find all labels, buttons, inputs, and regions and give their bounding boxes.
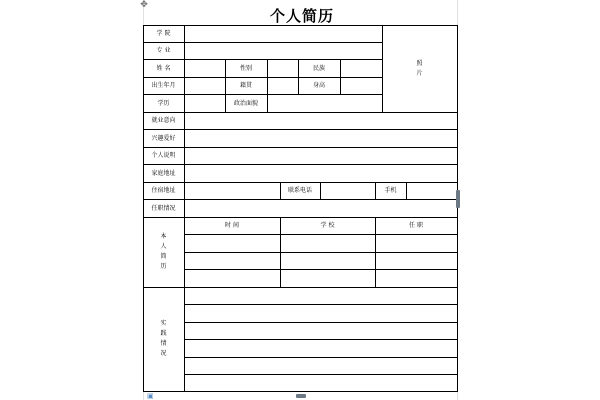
label-contact-phone: 联系电话: [287, 187, 312, 194]
table-border-bottom: [143, 391, 458, 392]
row-line: [184, 304, 458, 305]
label-gender: 性别: [239, 64, 252, 72]
header-school: 学 校: [320, 222, 335, 229]
header-time: 时 间: [225, 222, 239, 229]
label-practice-char: 实: [160, 320, 167, 327]
row-line: [143, 129, 458, 130]
label-photo-char: 片: [416, 69, 423, 77]
label-practice-char: 情: [160, 340, 167, 347]
label-mobile: 手机: [384, 187, 397, 194]
row-line: [143, 112, 458, 113]
document-title: 个人简历: [269, 7, 334, 25]
col-line: [267, 59, 268, 112]
label-resume-char: 历: [160, 263, 167, 270]
row-line: [184, 374, 458, 375]
row-line: [184, 322, 458, 323]
label-home-address: 家庭地址: [151, 169, 176, 177]
label-major: 专 业: [156, 47, 171, 54]
label-resume-char: 人: [160, 243, 167, 250]
label-name: 姓 名: [156, 64, 171, 72]
col-line: [320, 182, 321, 199]
label-native-place: 籍贯: [239, 82, 252, 89]
col-line: [340, 59, 341, 94]
label-photo-char: 照: [416, 59, 423, 67]
label-hobbies: 兴趣爱好: [151, 134, 176, 142]
label-practice-char: 况: [160, 350, 167, 357]
label-positions: 任职情况: [151, 204, 176, 212]
table-move-handle-icon[interactable]: ✥: [140, 0, 148, 10]
row-line: [184, 339, 458, 340]
row-line: [143, 164, 458, 165]
label-column-line: [184, 25, 185, 392]
label-ethnicity: 民族: [312, 64, 325, 72]
label-political: 政治面貌: [233, 99, 258, 107]
col-line: [406, 182, 407, 199]
label-practice-section: [143, 287, 184, 391]
row-line: [184, 357, 458, 358]
row-line: [143, 147, 458, 148]
label-photo: [382, 25, 457, 112]
label-resume-char: 本: [160, 233, 167, 240]
label-height: 身高: [312, 82, 325, 89]
label-job-intent: 就业意向: [151, 117, 176, 124]
label-education: 学历: [157, 99, 170, 107]
label-resume-section: [143, 217, 184, 287]
row-line: [143, 287, 458, 288]
vertical-scroll-handle[interactable]: [456, 190, 460, 208]
label-birth: 出生年月: [151, 82, 176, 89]
row-line: [143, 199, 458, 200]
label-residence: 住宿地址: [151, 187, 176, 194]
horizontal-scroll-handle[interactable]: [296, 394, 306, 398]
label-school: 学 院: [156, 30, 171, 37]
label-resume-char: 简: [160, 253, 167, 260]
table-border-right: [457, 25, 458, 392]
header-role: 任 职: [409, 222, 423, 229]
label-self-intro: 个人说明: [151, 152, 176, 159]
row-line: [184, 269, 458, 270]
paste-options-icon[interactable]: ▣: [147, 392, 154, 400]
row-line: [184, 252, 458, 253]
row-line: [184, 234, 458, 235]
label-practice-char: 践: [160, 330, 167, 337]
